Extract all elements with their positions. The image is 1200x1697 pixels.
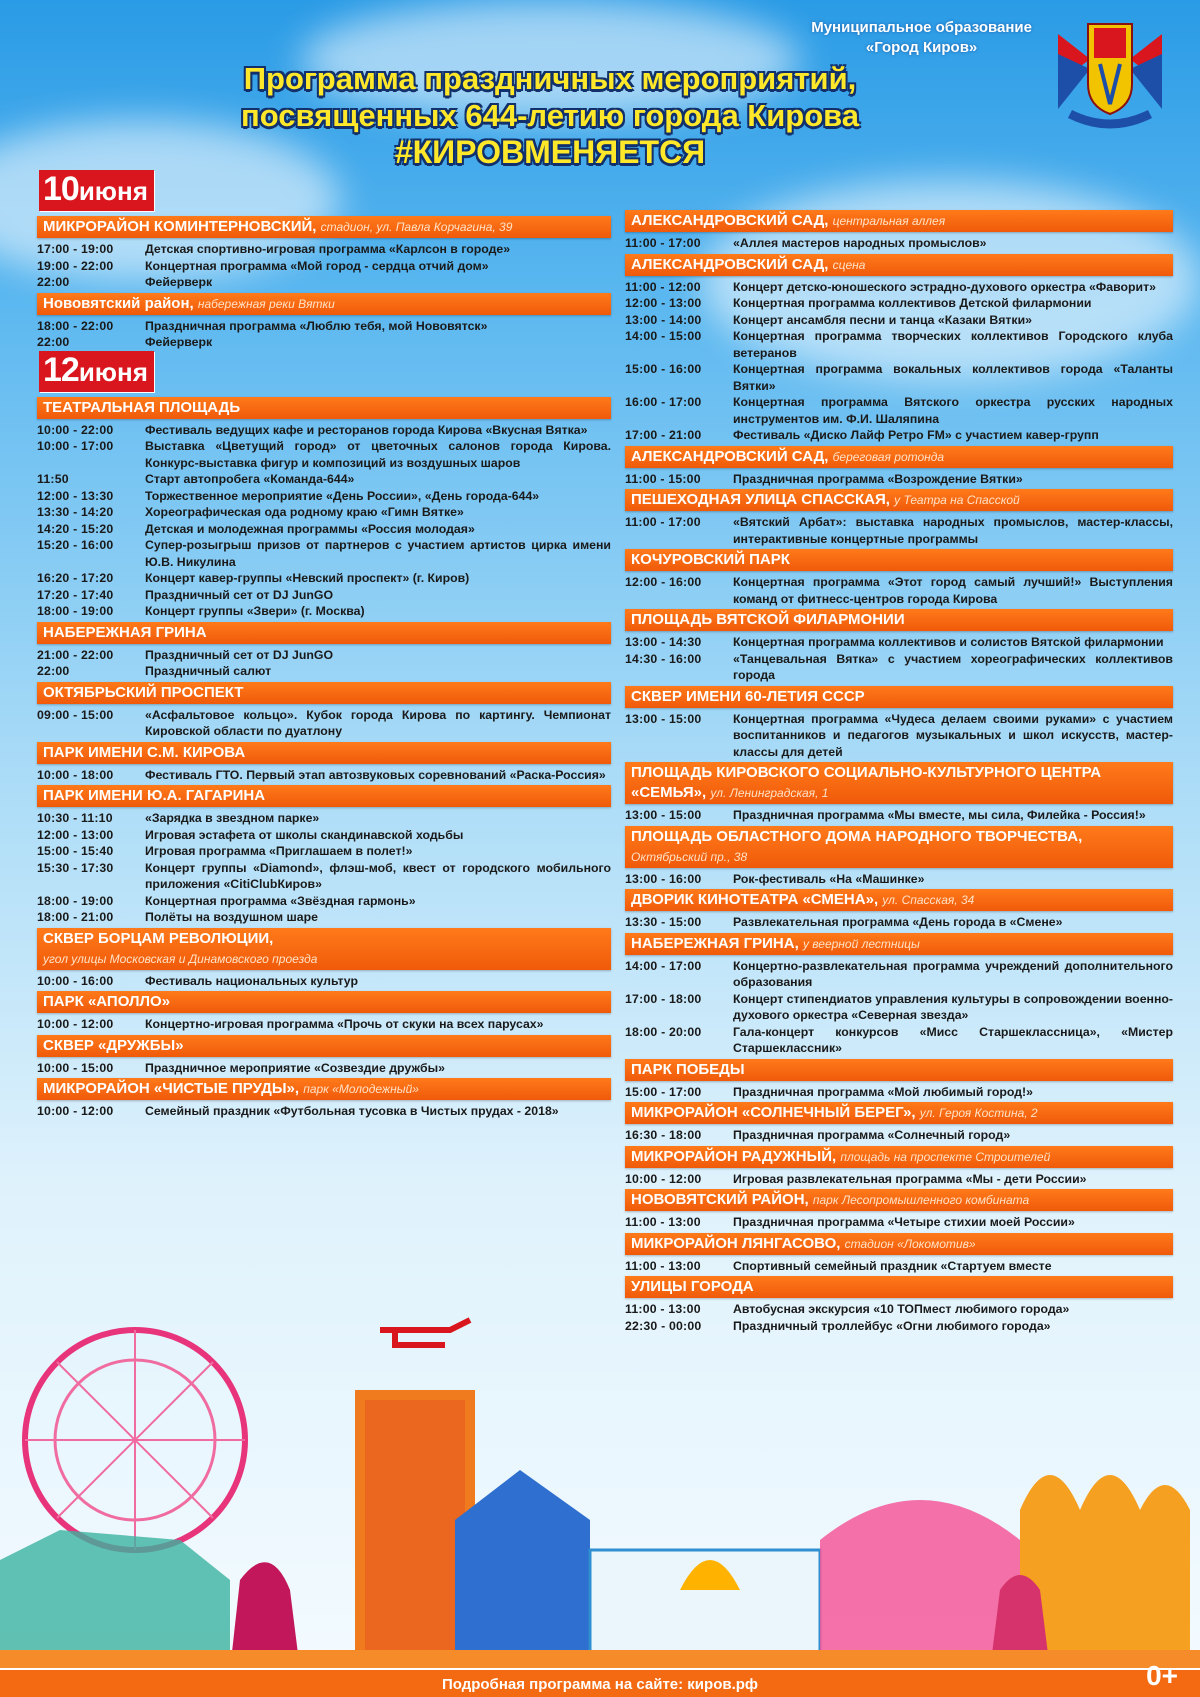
venue-address: площадь на проспекте Строителей	[840, 1149, 1051, 1164]
event-description: Рок-фестиваль «На «Машинке»	[733, 871, 925, 886]
event-row	[37, 827, 611, 844]
venue-title: ТЕАТРАЛЬНАЯ ПЛОЩАДЬ	[43, 398, 241, 416]
venue-title: МИКРОРАЙОН РАДУЖНЫЙ,	[631, 1147, 837, 1165]
event-description: Праздничный троллейбус «Огни любимого города»	[733, 1318, 1051, 1333]
city-skyline-illustration	[0, 1290, 1200, 1670]
event-time: 10:00 - 18:00	[37, 767, 114, 782]
event-description: Концерт группы «Звери» (г. Москва)	[145, 604, 365, 618]
event-time: 15:00 - 15:40	[37, 844, 114, 858]
event-description: Праздничный сет от DJ JunGO	[145, 587, 334, 602]
date-day: 10	[43, 170, 79, 208]
venue-section	[625, 1059, 1173, 1101]
venue-section	[625, 489, 1173, 547]
venue-section	[625, 549, 1173, 607]
event-description: Концерт группы «Diamond», флэш-моб, квест от городского мобильного приложения «CitiClubКиров»	[145, 860, 611, 891]
event-row	[625, 279, 1173, 296]
event-row	[37, 241, 611, 258]
event-description: Игровая программа «Приглашаем в полет!»	[145, 844, 413, 858]
venue-address: береговая ротонда	[832, 449, 945, 464]
event-row	[37, 537, 611, 570]
event-row	[625, 514, 1173, 547]
date-month: июня	[78, 356, 148, 387]
event-time: 10:00 - 12:00	[625, 1171, 702, 1186]
event-time: 10:00 - 12:00	[37, 1104, 114, 1118]
venue-address: у веерной лестницы	[802, 936, 920, 951]
event-time: 18:00 - 20:00	[625, 1024, 702, 1039]
event-description: «Асфальтовое кольцо». Кубок города Кирова по картингу. Чемпионат Кировской области по дуатлону	[145, 707, 611, 738]
poster-title	[140, 60, 960, 171]
venue-address: ул. Спасская, 34	[882, 893, 975, 907]
venue-section	[625, 1146, 1173, 1188]
event-row	[625, 634, 1173, 651]
venue-address: ул. Ленинградская, 1	[710, 786, 829, 800]
event-time: 11:50	[37, 472, 69, 486]
venue-title: МИКРОРАЙОН КОМИНТЕРНОВСКИЙ,	[43, 218, 317, 235]
event-description: Концерт стипендиатов управления культуры в сопровождении военно-духового оркестра «Северная звезда»	[733, 991, 1173, 1022]
event-row	[37, 810, 611, 827]
venue-title: МИКРОРАЙОН «СОЛНЕЧНЫЙ БЕРЕГ»,	[631, 1104, 916, 1121]
venue-section	[625, 762, 1173, 824]
venue-header	[37, 1035, 611, 1057]
venue-section	[625, 609, 1173, 684]
event-row	[37, 663, 611, 680]
event-row	[625, 1024, 1173, 1057]
event-description: Развлекательная программа «День города в «Смене»	[733, 915, 1063, 929]
schedule-left-column	[37, 170, 611, 1120]
venue-section	[37, 1078, 611, 1120]
event-time: 11:00 - 13:00	[625, 1302, 701, 1316]
event-row	[625, 471, 1173, 488]
clock-tower-icon	[455, 1470, 590, 1670]
event-row	[37, 570, 611, 587]
event-description: Праздничная программа «Четыре стихии моей России»	[733, 1215, 1075, 1229]
event-description: Концертная программа вокальных коллективов города «Таланты Вятки»	[733, 362, 1173, 393]
venue-header	[37, 742, 611, 764]
venue-title: ПЛОЩАДЬ КИРОВСКОГО СОЦИАЛЬНО-КУЛЬТУРНОГО ЦЕНТРА «СЕМЬЯ»,	[631, 764, 1102, 801]
venue-header	[625, 889, 1173, 911]
event-description: Выставка «Цветущий город» от цветочных салонов города Кирова. Конкурс-выставка фигур и композиций из воздушных шаров	[145, 439, 611, 470]
venue-header	[625, 549, 1173, 571]
city-emblem-logo	[1050, 14, 1170, 134]
event-description: Торжественное мероприятие «День России», «День города-644»	[145, 488, 540, 503]
event-time: 11:00 - 15:00	[625, 471, 701, 486]
event-time: 10:30 - 11:10	[37, 811, 113, 825]
event-description: Фестиваль ГТО. Первый этап автозвуковых соревнований «Раска-Россия»	[145, 767, 606, 782]
event-description: Спортивный семейный праздник «Стартуем вместе	[733, 1258, 1052, 1273]
event-description: Праздничная программа «Солнечный город»	[733, 1128, 1011, 1142]
venue-header	[37, 1078, 611, 1100]
org-line-1: Муниципальное образование	[811, 19, 1032, 36]
venue-section	[625, 446, 1173, 488]
venue-section	[37, 622, 611, 680]
event-row	[625, 235, 1173, 252]
venue-header	[625, 446, 1173, 468]
event-description: Фейерверк	[145, 275, 213, 289]
event-row	[625, 1214, 1173, 1231]
event-time: 12:00 - 13:30	[37, 488, 114, 503]
ferris-wheel-icon	[25, 1330, 245, 1550]
event-row	[37, 488, 611, 505]
venue-title: МИКРОРАЙОН «ЧИСТЫЕ ПРУДЫ»,	[43, 1080, 300, 1097]
event-row	[37, 647, 611, 664]
event-time: 15:00 - 17:00	[625, 1084, 702, 1099]
venue-title: ПЕШЕХОДНАЯ УЛИЦА СПАССКАЯ,	[631, 491, 890, 508]
event-time: 14:30 - 16:00	[625, 651, 702, 666]
event-row	[625, 394, 1173, 427]
venue-header	[37, 785, 611, 807]
event-description: Концертная программа «Звёздная гармонь»	[145, 893, 416, 908]
event-row	[625, 427, 1173, 444]
date-badge	[39, 170, 154, 211]
venue-header	[37, 682, 611, 704]
age-rating: 0+	[1146, 1660, 1178, 1691]
venue-title: ПЛОЩАДЬ ВЯТСКОЙ ФИЛАРМОНИИ	[631, 611, 905, 628]
event-description: «Танцевальная Вятка» с участием хореографических коллективов города	[733, 651, 1173, 682]
venue-title: АЛЕКСАНДРОВСКИЙ САД,	[631, 255, 829, 273]
venue-title: СКВЕР ИМЕНИ 60-ЛЕТИЯ СССР	[631, 687, 865, 705]
event-time: 13:00 - 15:00	[625, 711, 702, 726]
event-row	[37, 843, 611, 860]
event-time: 17:00 - 21:00	[625, 428, 702, 442]
venue-title: КОЧУРОВСКИЙ ПАРК	[631, 551, 790, 568]
venue-section	[37, 785, 611, 926]
event-time: 15:20 - 16:00	[37, 538, 114, 552]
event-description: Фестиваль национальных культур	[145, 973, 358, 988]
event-description: Концертная программа коллективов и солистов Вятской филармонии	[733, 635, 1164, 649]
event-row	[625, 328, 1173, 361]
venue-title: УЛИЦЫ ГОРОДА	[631, 1278, 754, 1295]
event-row	[625, 871, 1173, 888]
venue-address: Октябрьский пр., 38	[631, 849, 748, 864]
event-description: Концертная программа Вятского оркестра русских народных инструментов им. Ф.И. Шаляпина	[733, 395, 1173, 426]
event-time: 13:00 - 14:00	[625, 312, 702, 327]
date-month: июня	[78, 176, 148, 206]
venue-header	[625, 933, 1173, 955]
venue-section	[625, 686, 1173, 761]
venue-title: НОВОВЯТСКИЙ РАЙОН,	[631, 1191, 809, 1208]
event-time: 14:00 - 17:00	[625, 958, 702, 973]
event-description: Праздничная программа «Мы вместе, мы сила, Филейка - Россия!»	[733, 808, 1146, 822]
venue-section	[625, 1102, 1173, 1144]
event-time: 19:00 - 22:00	[37, 258, 114, 273]
venue-header	[625, 254, 1173, 276]
event-time: 18:00 - 19:00	[37, 604, 114, 618]
event-row	[37, 707, 611, 740]
event-time: 13:00 - 14:30	[625, 635, 702, 649]
event-time: 22:00	[37, 275, 70, 289]
event-time: 22:30 - 00:00	[625, 1318, 702, 1333]
event-description: Концертная программа «Мой город - сердца отчий дом»	[145, 258, 489, 273]
venue-header	[625, 1102, 1173, 1124]
schedule-right-column	[625, 208, 1173, 1334]
event-description: Игровая развлекательная программа «Мы - дети России»	[733, 1171, 1087, 1186]
event-time: 09:00 - 15:00	[37, 707, 114, 722]
event-description: Старт автопробега «Команда-644»	[145, 472, 355, 486]
event-description: Концертная программа творческих коллективов Городского клуба ветеранов	[733, 329, 1173, 360]
venue-title: ПАРК ИМЕНИ Ю.А. ГАГАРИНА	[43, 787, 266, 804]
venue-section	[37, 742, 611, 784]
footer-bar	[0, 1668, 1200, 1697]
event-time: 11:00 - 17:00	[625, 515, 701, 529]
event-row	[625, 958, 1173, 991]
event-description: Хореографическая ода родному краю «Гимн Вятке»	[145, 505, 464, 519]
venue-header	[37, 622, 611, 644]
date-badge	[39, 351, 154, 392]
venue-title: АЛЕКСАНДРОВСКИЙ САД,	[631, 212, 829, 229]
event-time: 10:00 - 15:00	[37, 1060, 114, 1075]
title-line-2: посвященных 644-летию города Кирова	[240, 98, 860, 133]
venue-header	[625, 489, 1173, 511]
event-description: Полёты на воздушном шаре	[145, 910, 318, 924]
event-row	[37, 767, 611, 784]
event-description: Праздничный сет от DJ JunGO	[145, 647, 334, 662]
event-row	[37, 893, 611, 910]
event-row	[625, 1171, 1173, 1188]
venue-header	[37, 991, 611, 1013]
venue-section	[625, 254, 1173, 444]
event-time: 18:00 - 21:00	[37, 910, 114, 924]
venue-title: ДВОРИК КИНОТЕАТРА «СМЕНА»,	[631, 891, 879, 908]
venue-section	[625, 210, 1173, 252]
event-time: 17:00 - 19:00	[37, 242, 114, 256]
event-time: 18:00 - 22:00	[37, 318, 114, 333]
event-description: Концерт кавер-группы «Невский проспект» (г. Киров)	[145, 571, 470, 585]
event-row	[625, 312, 1173, 329]
event-time: 13:00 - 16:00	[625, 871, 702, 886]
event-description: Фестиваль ведущих кафе и ресторанов города Кирова «Вкусная Вятка»	[145, 422, 588, 437]
event-description: Детская спортивно-игровая программа «Карлсон в городе»	[145, 242, 511, 256]
event-description: «Зарядка в звездном парке»	[145, 811, 320, 825]
event-description: Концертная программа «Этот город самый лучший!» Выступления команд от фитнесс-центров города Кирова	[733, 575, 1173, 606]
event-description: Фейерверк	[145, 335, 213, 349]
venue-header	[37, 216, 611, 238]
event-row	[37, 521, 611, 538]
venue-header	[625, 1189, 1173, 1211]
event-time: 15:00 - 16:00	[625, 362, 702, 376]
hashtag: #КИРОВМЕНЯЕТСЯ	[394, 134, 706, 170]
title-line-1: Программа праздничных мероприятий,	[243, 61, 857, 96]
venue-title: ПЛОЩАДЬ ОБЛАСТНОГО ДОМА НАРОДНОГО ТВОРЧЕСТВА,	[631, 827, 1083, 845]
date-day: 12	[43, 350, 79, 389]
event-description: Праздничная программа «Люблю тебя, мой Нововятск»	[145, 318, 488, 333]
event-row	[37, 318, 611, 335]
venue-address: парк Лесопромышленного комбината	[812, 1193, 1030, 1207]
venue-title: СКВЕР «ДРУЖБЫ»	[43, 1036, 184, 1054]
event-row	[37, 1016, 611, 1033]
venue-section	[37, 216, 611, 291]
venue-section	[625, 889, 1173, 931]
event-row	[625, 1258, 1173, 1275]
event-row	[37, 603, 611, 620]
rotunda-icon	[820, 1500, 1020, 1670]
venue-header	[625, 1233, 1173, 1255]
event-description: Концертная программа «Чудеса делаем своими руками» с участием воспитанников и педагогов музыкальных и школ искусств, мастер-классы для детей	[733, 711, 1173, 759]
event-row	[625, 574, 1173, 607]
venue-header	[625, 762, 1173, 804]
event-description: Фестиваль «Диско Лайф Ретро FM» с участием кавер-групп	[733, 428, 1099, 442]
venue-header	[625, 826, 1173, 868]
event-time: 16:30 - 18:00	[625, 1128, 702, 1142]
venue-section	[625, 933, 1173, 1057]
venue-header	[37, 293, 611, 315]
glass-building-icon	[0, 1530, 230, 1670]
event-description: «Вятский Арбат»: выставка народных промыслов, мастер-классы, интерактивные концертные программы	[733, 515, 1173, 546]
event-row	[37, 860, 611, 893]
event-time: 15:30 - 17:30	[37, 860, 114, 875]
venue-section	[625, 1233, 1173, 1275]
event-time: 14:20 - 15:20	[37, 521, 114, 536]
event-description: Супер-розыгрыш призов от партнеров с участием артистов цирка имени Ю.В. Никулина	[145, 538, 611, 569]
event-time: 16:20 - 17:20	[37, 571, 114, 585]
org-line-2: «Город Киров»	[865, 39, 978, 56]
event-description: Концертная программа коллективов Детской филармонии	[733, 296, 1092, 310]
event-time: 21:00 - 22:00	[37, 647, 114, 662]
event-row	[625, 651, 1173, 684]
venue-title: НАБЕРЕЖНАЯ ГРИНА,	[631, 934, 799, 952]
venue-header	[625, 686, 1173, 708]
event-time: 10:00 - 17:00	[37, 439, 114, 453]
venue-header	[625, 210, 1173, 232]
venue-section	[37, 682, 611, 740]
event-row	[37, 973, 611, 990]
event-time: 16:00 - 17:00	[625, 395, 702, 409]
event-description: Игровая эстафета от школы скандинавской ходьбы	[145, 827, 464, 842]
event-row	[625, 914, 1173, 931]
venue-section	[37, 991, 611, 1033]
venue-address: стадион, ул. Павла Корчагина, 39	[320, 220, 513, 234]
helicopter-icon	[380, 1320, 470, 1345]
event-description: Концерт ансамбля песни и танца «Казаки Вятки»	[733, 312, 1032, 327]
event-time: 13:30 - 14:20	[37, 505, 114, 519]
venue-section	[37, 928, 611, 990]
venue-title: СКВЕР БОРЦАМ РЕВОЛЮЦИИ,	[43, 929, 274, 947]
venue-section	[37, 293, 611, 351]
event-description: Автобусная экскурсия «10 ТОПмест любимого города»	[733, 1302, 1070, 1316]
venue-address: у Театра на Спасской	[894, 493, 1020, 507]
event-description: Праздничная программа «Мой любимый город!»	[733, 1084, 1033, 1099]
venue-title: ПАРК ПОБЕДЫ	[631, 1060, 745, 1078]
event-time: 13:00 - 15:00	[625, 808, 702, 822]
event-row	[37, 504, 611, 521]
event-time: 17:00 - 18:00	[625, 991, 702, 1006]
event-description: Гала-концерт конкурсов «Мисс Старшеклассница», «Мистер Старшеклассник»	[733, 1024, 1173, 1055]
event-row	[625, 807, 1173, 824]
venue-title: Нововятский район,	[43, 294, 194, 312]
event-row	[37, 438, 611, 471]
event-description: Праздничный салют	[145, 664, 272, 678]
event-time: 22:00	[37, 335, 70, 349]
event-row	[37, 587, 611, 604]
venue-title: ОКТЯБРЬСКИЙ ПРОСПЕКТ	[43, 683, 244, 701]
event-row	[625, 711, 1173, 761]
event-time: 10:00 - 22:00	[37, 422, 114, 437]
municipality-label	[811, 18, 1032, 58]
event-description: Концертно-развлекательная программа учреждений дополнительного образования	[733, 958, 1173, 989]
event-description: Семейный праздник «Футбольная тусовка в Чистых прудах - 2018»	[145, 1104, 559, 1118]
event-row	[37, 258, 611, 275]
event-row	[37, 1060, 611, 1077]
venue-title: МИКРОРАЙОН ЛЯНГАСОВО,	[631, 1234, 841, 1252]
venue-address: центральная аллея	[832, 214, 946, 228]
event-time: 12:00 - 13:00	[37, 827, 114, 842]
event-row	[37, 1103, 611, 1120]
event-time: 11:00 - 17:00	[625, 236, 701, 250]
event-time: 12:00 - 16:00	[625, 575, 702, 589]
event-description: Концерт детско-юношеского эстрадно-духового оркестра «Фаворит»	[733, 279, 1156, 294]
venue-section	[37, 1035, 611, 1077]
event-description: Детская и молодежная программы «Россия молодая»	[145, 521, 475, 536]
event-row	[37, 909, 611, 926]
event-time: 10:00 - 16:00	[37, 973, 114, 988]
event-description: Концертно-игровая программа «Прочь от скуки на всех парусах»	[145, 1017, 544, 1031]
venue-title: АЛЕКСАНДРОВСКИЙ САД,	[631, 447, 829, 465]
venue-header	[625, 1146, 1173, 1168]
event-row	[625, 991, 1173, 1024]
venue-header	[37, 928, 611, 970]
venue-title: ПАРК «АПОЛЛО»	[43, 993, 171, 1010]
event-time: 22:00	[37, 664, 70, 678]
event-time: 14:00 - 15:00	[625, 329, 702, 343]
event-row	[625, 1127, 1173, 1144]
event-row	[37, 334, 611, 351]
venue-title: ПАРК ИМЕНИ С.М. КИРОВА	[43, 743, 246, 761]
website-link[interactable]: Подробная программа на сайте: киров.рф	[441, 1676, 759, 1693]
event-time: 11:00 - 13:00	[625, 1215, 701, 1229]
venue-address: сцена	[832, 257, 866, 272]
event-time: 13:30 - 15:00	[625, 915, 702, 929]
venue-title: НАБЕРЕЖНАЯ ГРИНА	[43, 623, 207, 641]
venue-address: набережная реки Вятки	[197, 296, 335, 311]
event-row	[625, 1084, 1173, 1101]
event-time: 10:00 - 12:00	[37, 1017, 114, 1031]
event-row	[37, 422, 611, 439]
venue-address: ул. Героя Костина, 2	[919, 1106, 1038, 1120]
venue-section	[37, 397, 611, 620]
venue-header	[37, 397, 611, 419]
event-description: Праздничное мероприятие «Созвездие дружбы»	[145, 1060, 445, 1075]
event-row	[37, 471, 611, 488]
event-time: 11:00 - 12:00	[625, 279, 701, 294]
event-row	[37, 274, 611, 291]
event-time: 18:00 - 19:00	[37, 893, 114, 908]
event-time: 12:00 - 13:00	[625, 296, 702, 310]
venue-address: стадион «Локомотив»	[844, 1236, 976, 1251]
venue-section	[625, 826, 1173, 888]
event-row	[625, 361, 1173, 394]
venue-address: парк «Молодежный»	[303, 1082, 419, 1096]
venue-header	[625, 609, 1173, 631]
venue-section	[625, 1189, 1173, 1231]
event-row	[625, 295, 1173, 312]
event-description: «Аллея мастеров народных промыслов»	[733, 236, 987, 250]
venue-address: угол улицы Московская и Динамовского проезда	[43, 951, 318, 966]
event-time: 11:00 - 13:00	[625, 1258, 701, 1273]
venue-header	[625, 1059, 1173, 1081]
event-description: Праздничная программа «Возрождение Вятки»	[733, 471, 1023, 486]
event-time: 17:20 - 17:40	[37, 587, 114, 602]
